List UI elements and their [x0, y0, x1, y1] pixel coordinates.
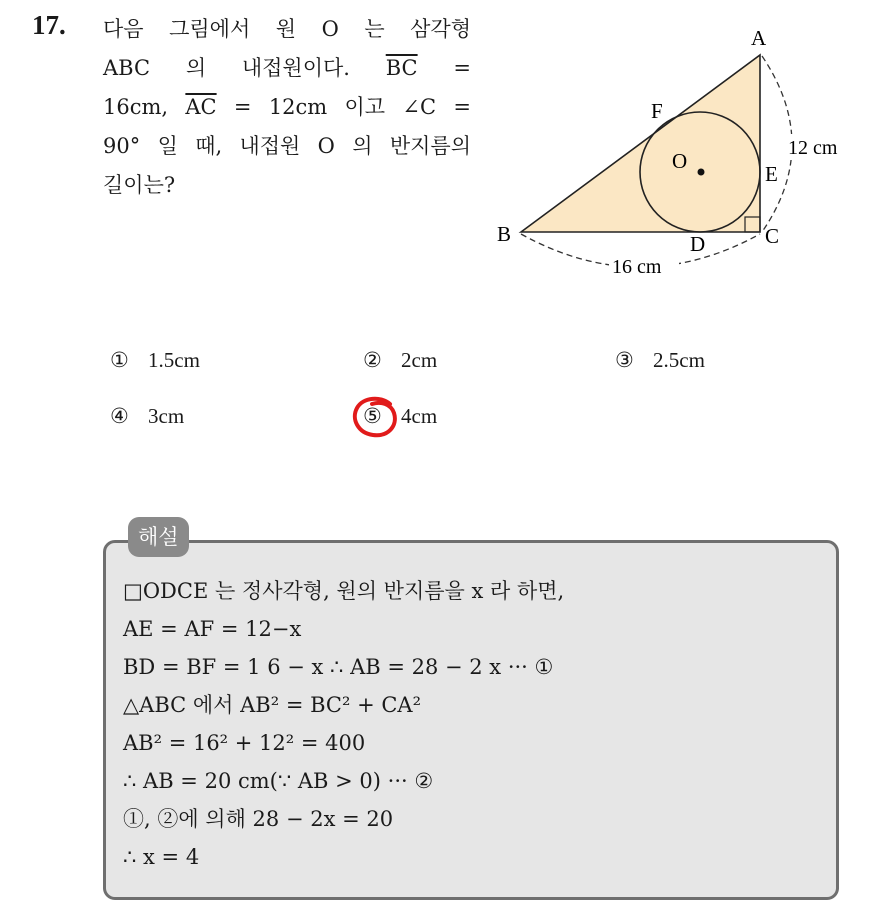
question-text — [103, 10, 471, 205]
word: 이고 — [344, 95, 386, 119]
word: 삼각형 — [410, 17, 471, 41]
word: 90° — [103, 134, 141, 158]
center-point — [698, 169, 705, 176]
solution-line-6: ∴ AB = 20 cm(∵ AB > 0) ··· ② — [123, 769, 434, 793]
word: 때, — [195, 134, 223, 158]
word: 내접원 — [239, 134, 301, 158]
solution-line-8: ∴ x = 4 — [123, 845, 200, 869]
choice-3-text: 2.5cm — [653, 348, 705, 372]
solution-tag: 해설 — [128, 517, 189, 557]
answer-mark-circle — [350, 395, 402, 441]
label-f: F — [651, 99, 663, 123]
choice-2-text: 2cm — [401, 348, 438, 372]
question-line-1 — [103, 10, 471, 49]
label-d: D — [690, 232, 706, 256]
label-a: A — [751, 26, 767, 50]
choice-2-number: ② — [363, 348, 382, 372]
label-16cm: 16 cm — [612, 256, 662, 278]
solution-line-4: △ABC 에서 AB² = BC² + CA² — [123, 693, 421, 717]
solution-line-2: AE = AF = 12−x — [123, 617, 302, 641]
solution-line-7: ①, ②에 의해 28 − 2x = 20 — [123, 807, 394, 831]
word: O — [317, 134, 335, 158]
word: 반지름의 — [389, 134, 471, 158]
word: 다음 — [103, 17, 144, 41]
label-b: B — [497, 222, 512, 246]
word: O — [321, 17, 339, 41]
word: 의 — [185, 56, 207, 80]
word: ∠C — [402, 95, 437, 119]
word: 12cm — [268, 95, 328, 119]
choice-5-number: ⑤ — [363, 404, 382, 428]
segment-ac: $\overline{AC}$ — [185, 95, 217, 119]
triangle-abc — [521, 55, 760, 232]
word: = — [453, 95, 471, 119]
choice-3-number: ③ — [615, 348, 634, 372]
word: 길이는? — [103, 173, 176, 197]
question-line-3 — [103, 88, 471, 127]
word: 원 — [275, 17, 297, 41]
choice-1-text: 1.5cm — [148, 348, 200, 372]
solution-line-3: BD = BF = 1 6 − x ∴ AB = 28 − 2 x ··· ① — [123, 655, 554, 679]
word: = — [233, 95, 252, 119]
question-line-5 — [103, 166, 471, 205]
label-e: E — [765, 162, 778, 186]
choice-4-number: ④ — [110, 404, 129, 428]
choice-4[interactable] — [110, 404, 184, 429]
word: 16cm, — [103, 95, 169, 119]
question-number: 17. — [32, 10, 66, 40]
word: = — [453, 56, 471, 80]
solution-line-1: □ODCE 는 정사각형, 원의 반지름을 x 라 하면, — [123, 579, 565, 603]
word: 일 — [157, 134, 178, 158]
choice-3[interactable] — [615, 348, 705, 373]
solution-line-5: AB² = 16² + 12² = 400 — [123, 731, 366, 755]
word: ABC — [103, 56, 151, 80]
segment-bc: $\overline{BC}$ — [385, 56, 418, 80]
word: 내접원이다. — [241, 56, 350, 80]
choice-1[interactable] — [110, 348, 200, 373]
word: 의 — [352, 134, 373, 158]
word: 그림에서 — [169, 17, 251, 41]
question-line-2 — [103, 49, 471, 88]
choice-2[interactable] — [363, 348, 437, 373]
triangle-figure — [490, 20, 860, 280]
choice-1-number: ① — [110, 348, 129, 372]
choice-5-text: 4cm — [401, 404, 438, 428]
label-c: C — [765, 224, 780, 248]
label-12cm: 12 cm — [788, 137, 838, 159]
word: 는 — [364, 17, 385, 41]
choice-4-text: 3cm — [148, 404, 185, 428]
label-o: O — [672, 149, 688, 173]
solution-lines — [123, 572, 564, 876]
question-line-4 — [103, 127, 471, 166]
